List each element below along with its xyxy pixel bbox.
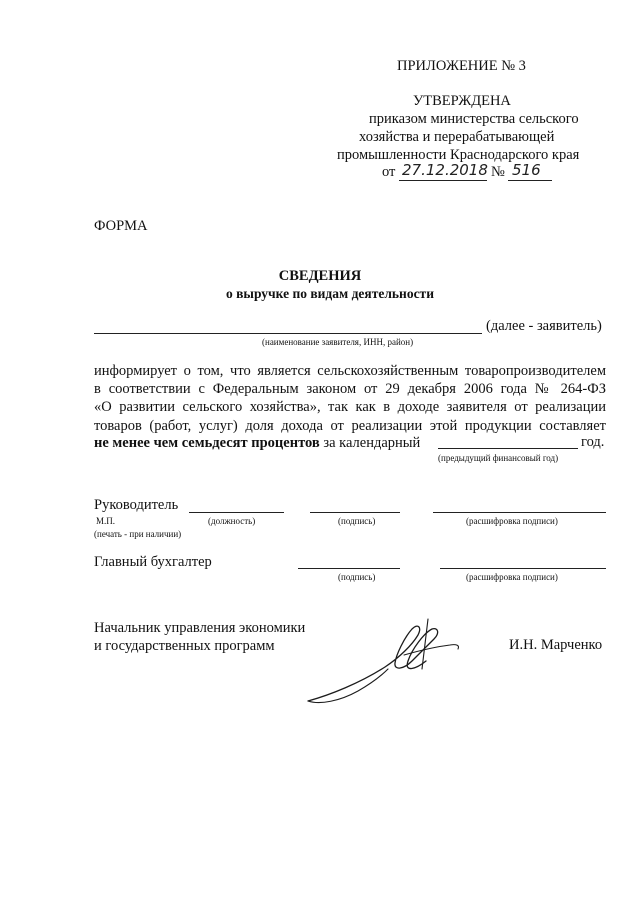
applicant-name-line [94,333,482,334]
order-date-handwritten: 27.12.2018 [402,161,488,179]
order-date-prefix: от [382,164,396,180]
form-label: ФОРМА [94,218,148,234]
head-decode-caption: (расшифровка подписи) [466,516,558,526]
order-line-1: приказом министерства сельского [369,111,579,127]
applicant-suffix: (далее - заявитель) [486,318,602,334]
order-number-prefix: № [491,164,505,180]
accountant-signature-line [298,568,400,569]
head-sign-caption: (подпись) [338,516,376,526]
body-line-5 [94,435,420,452]
body-line-5-bold: не менее чем семьдесят процентов [94,435,320,451]
chief-name: И.Н. Марченко [509,637,603,653]
accountant-sign-caption: (подпись) [338,572,376,582]
position-caption: (должность) [208,516,256,526]
head-decode-line [433,512,606,513]
body-line-1: информирует о том, что является сельскохозяйственным товаропроизводителем [94,363,606,379]
seal-note: (печать - при наличии) [94,529,182,539]
chief-title-line-2: и государственных программ [94,638,275,654]
accountant-label: Главный бухгалтер [94,554,212,570]
body-line-3: «О развитии сельского хозяйства», так как в доходе заявителя от реализации [94,399,606,416]
approved-label: УТВЕРЖДЕНА [413,93,511,109]
order-line-3: промышленности Краснодарского края [337,147,580,163]
appendix-number: ПРИЛОЖЕНИЕ № 3 [397,58,526,74]
order-number-handwritten: 516 [512,161,541,179]
accountant-decode-line [440,568,606,569]
seal-mp: М.П. [96,516,116,526]
applicant-caption: (наименование заявителя, ИНН, район) [262,337,414,347]
chief-title-line-1: Начальник управления экономики [94,620,306,636]
handwritten-signature [300,605,470,710]
position-line [189,512,284,513]
order-line-2: хозяйства и перерабатывающей [359,129,555,145]
year-underline [438,448,578,449]
year-caption: (предыдущий финансовый год) [438,453,559,463]
body-line-4: товаров (работ, услуг) доля дохода от реализации этой продукции составляет [94,417,606,434]
order-date-underline [399,180,487,181]
body-line-2: в соответствии с Федеральным законом от 29 декабря 2006 года № 264-ФЗ [94,381,606,398]
body-paragraph [94,362,606,435]
body-line-5-rest: за календарный [323,435,421,451]
order-number-underline [508,180,552,181]
head-signature-line [310,512,400,513]
head-label: Руководитель [94,497,179,513]
body-line-5-end: год. [581,434,605,450]
accountant-decode-caption: (расшифровка подписи) [466,572,558,582]
document-subtitle: о выручке по видам деятельности [226,286,434,301]
document-title: СВЕДЕНИЯ [278,268,362,284]
